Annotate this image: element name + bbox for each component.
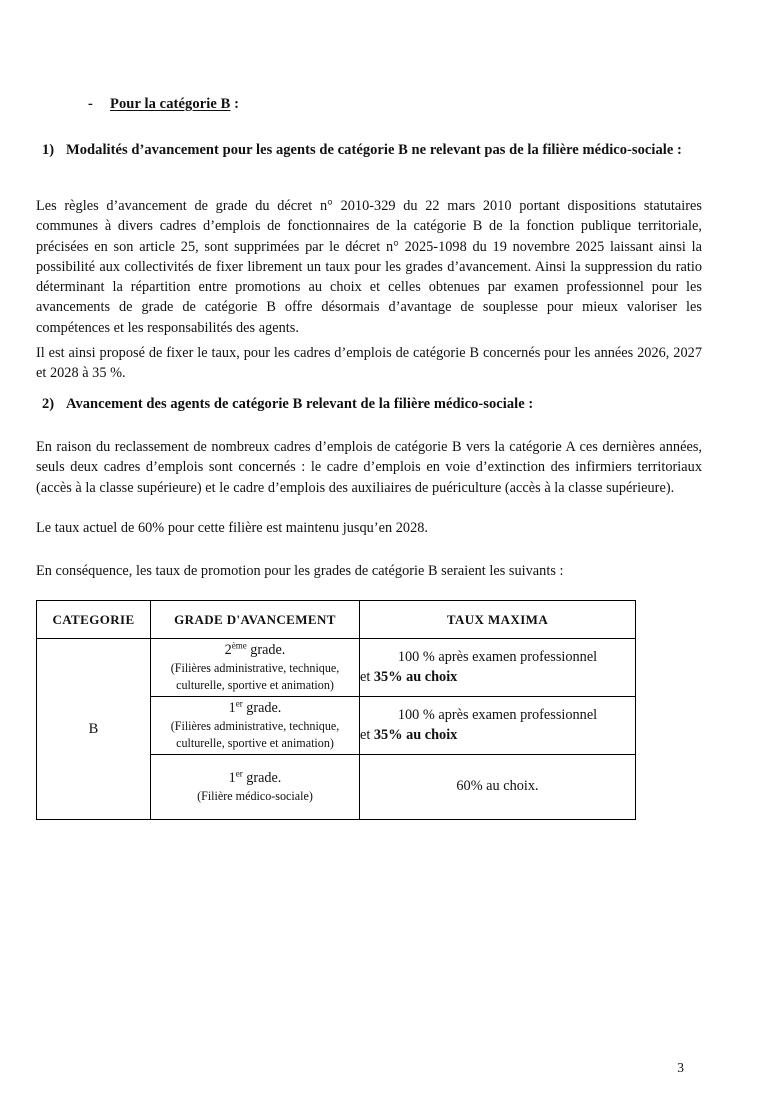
taux-exam-line: 100 % après examen professionnel xyxy=(397,707,598,724)
grade-label xyxy=(151,770,359,787)
grade-ordinal-suffix: ème xyxy=(231,640,247,651)
section-1-heading-text: Modalités d’avancement pour les agents de catégorie B ne relevant pas de la filière médico-sociale : xyxy=(66,142,682,158)
taux-choix-prefix: et xyxy=(360,726,374,743)
table-header-taux-maxima: TAUX MAXIMA xyxy=(360,601,636,639)
table-header-grade-avancement: GRADE D'AVANCEMENT xyxy=(151,601,360,639)
bullet-heading xyxy=(88,96,239,113)
grade-label-rest: grade. xyxy=(246,642,286,659)
grade-number: 1 xyxy=(228,769,236,786)
table-header-row-group xyxy=(37,601,636,639)
grade-filiere-line-1: (Filières administrative, technique, xyxy=(170,719,340,734)
taux-choix-line xyxy=(360,726,635,745)
bullet-heading-text: Pour la catégorie B xyxy=(110,96,231,112)
grade-filiere-line-2: culturelle, sportive et animation) xyxy=(176,735,334,750)
table-header-row xyxy=(37,601,636,639)
section-1-paragraph-1: Les règles d’avancement de grade du décret n° 2010-329 du 22 mars 2010 portant dispositions statutaires communes à divers cadres d’emplois de fonctionnaires de la catégorie B de la fonction publique territoriale, précisées en son article 25, sont supprimées par le décret n° 2025-1098 du 19 novembre 2025 laissant ainsi la possibilité aux collectivités de fixer librement un taux pour les grades d’avancement. Ainsi la suppression du ratio déterminant la répartition entre promotions au choix et celles obtenues par examen professionnel pour les avancements de grade de catégorie B offre désormais d’avantage de souplesse pour mieux valoriser les compétences et les responsabilités des agents. xyxy=(36,198,702,336)
section-1-heading xyxy=(42,140,702,160)
section-2-paragraph-2: Le taux actuel de 60% pour cette filière est maintenu jusqu’en 2028. xyxy=(36,520,429,536)
taux-single-line: 60% au choix. xyxy=(456,778,539,795)
grade-ordinal-suffix: er xyxy=(235,698,243,709)
grade-label xyxy=(151,642,359,659)
section-1-number: 1) xyxy=(42,142,55,158)
section-2-paragraph-1: En raison du reclassement de nombreux cadres d’emplois de catégorie B vers la catégorie A ces dernières années, seuls deux cadres d’emplois sont concernés : le cadre d’emplois en voie d’extinction des infirmiers territoriaux (accès à la classe supérieure) et le cadre d’emplois des auxiliaires de puériculture (accès à la classe supérieure). xyxy=(36,439,702,496)
grade-filiere-line-2: culturelle, sportive et animation) xyxy=(176,677,334,692)
taux-choix-value: 35% au choix xyxy=(373,668,458,685)
grade-label-rest: grade. xyxy=(242,700,282,717)
taux-choix-prefix: et xyxy=(360,668,374,685)
table-intro-text: En conséquence, les taux de promotion pour les grades de catégorie B seraient les suivants : xyxy=(36,563,564,579)
section-1-paragraph-2: Il est ainsi proposé de fixer le taux, pour les cadres d’emplois de catégorie B concernés pour les années 2026, 2027 et 2028 à 35 %. xyxy=(36,345,702,382)
table-cell-category-value: B xyxy=(37,639,151,820)
grade-filiere-line-1: (Filière médico-sociale) xyxy=(197,788,313,803)
section-2-heading xyxy=(42,394,702,414)
table-cell-grade xyxy=(151,697,360,755)
table-cell-grade xyxy=(151,639,360,697)
grade-ordinal-suffix: er xyxy=(235,768,243,779)
grade-number: 1 xyxy=(228,700,236,717)
taux-choix-line xyxy=(360,668,635,687)
grade-filiere-line-1: (Filières administrative, technique, xyxy=(170,661,340,676)
page-number: 3 xyxy=(677,1060,684,1075)
table-row xyxy=(37,639,636,697)
grade-number: 2 xyxy=(224,642,232,659)
table-cell-taux xyxy=(360,755,636,820)
bullet-dash-marker: - xyxy=(88,96,93,112)
section-2-number: 2) xyxy=(42,396,55,412)
grade-label xyxy=(151,700,359,717)
table-cell-taux xyxy=(360,639,636,697)
taux-choix-value: 35% au choix xyxy=(373,726,458,743)
grade-label-rest: grade. xyxy=(242,769,282,786)
table-header-categorie: CATEGORIE xyxy=(37,601,151,639)
table-body xyxy=(37,639,636,820)
taux-exam-line: 100 % après examen professionnel xyxy=(397,649,598,666)
table-cell-taux xyxy=(360,697,636,755)
table-cell-grade xyxy=(151,755,360,820)
bullet-heading-colon: : xyxy=(230,96,240,112)
section-2-heading-text: Avancement des agents de catégorie B relevant de la filière médico-sociale : xyxy=(66,396,534,412)
promotion-rates-table xyxy=(36,600,636,820)
